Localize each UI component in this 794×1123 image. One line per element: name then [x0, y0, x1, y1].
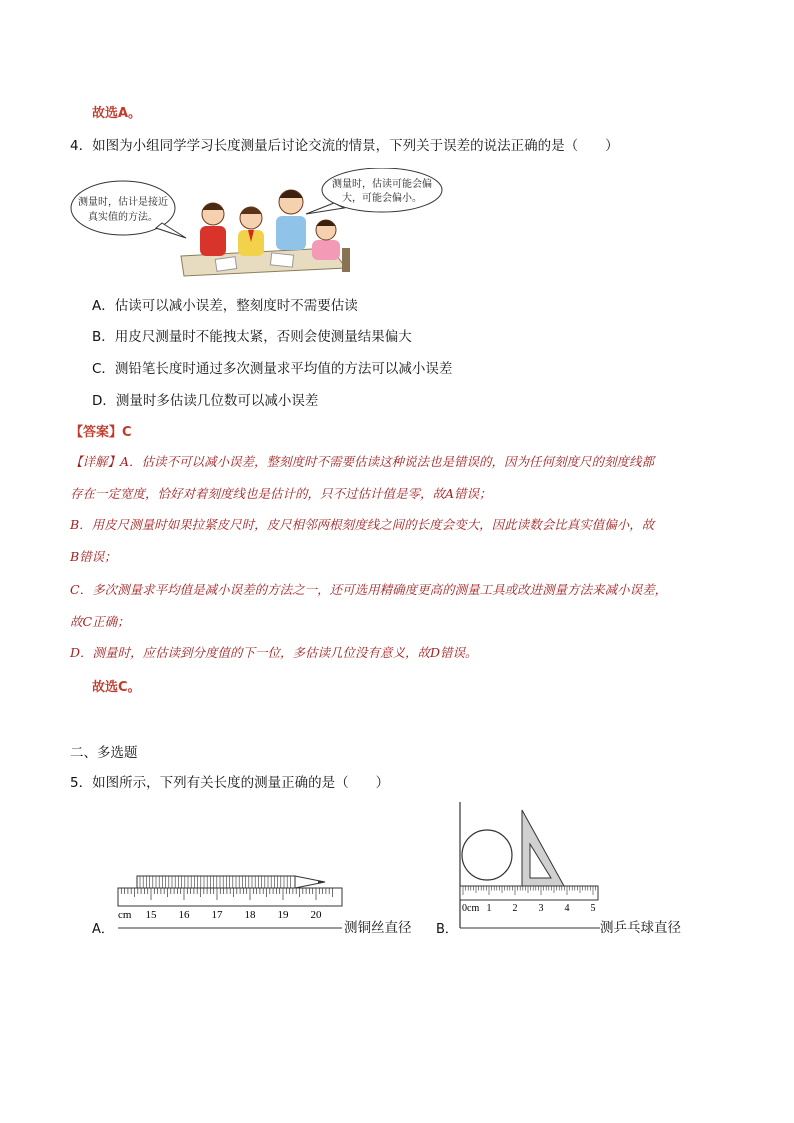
q4-illustration	[66, 168, 450, 280]
set-square	[522, 810, 564, 886]
q4-option-a: A．估读可以减小误差，整刻度时不需要估读	[92, 298, 358, 314]
ruler-b-label-2: 2	[512, 903, 518, 914]
q4-explain-line-4: B错误；	[70, 549, 117, 564]
child-2	[238, 207, 264, 256]
ruler-a-label-18: 18	[244, 909, 256, 921]
bubble-right-line-1: 测量时，估读可能会偏	[332, 179, 432, 190]
q5-option-b-caption: 测乒乓球直径	[600, 920, 681, 936]
q5-option-b-letter: B．	[436, 922, 458, 937]
q4-option-c: C．测铅笔长度时通过多次测量求平均值的方法可以减小误差	[92, 361, 453, 377]
ruler-b-label-0: 0cm	[462, 903, 480, 914]
top-conclusion: 故选A。	[92, 106, 142, 121]
ruler-a-unit: cm	[118, 909, 132, 921]
q4-stem: 4．如图为小组同学学习长度测量后讨论交流的情景，下列关于误差的说法正确的是（ ）	[70, 138, 619, 154]
q5-option-a-letter: A．	[92, 922, 114, 937]
child-1	[200, 203, 226, 256]
q4-explain-line-2: 存在一定宽度，恰好对着刻度线也是估计的，只不过估计值是零，故A错误；	[70, 486, 492, 501]
bubble-right-line-2: 大，可能会偏小。	[342, 193, 422, 204]
ruler-b-label-5: 5	[590, 903, 596, 914]
ruler-b-label-1: 1	[486, 903, 492, 914]
q4-option-b: B．用皮尺测量时不能拽太紧，否则会使测量结果偏大	[92, 329, 412, 345]
q4-explain-line-7: D．测量时，应估读到分度值的下一位，多估读几位没有意义，故D错误。	[70, 645, 478, 660]
ping-pong-ball	[462, 830, 512, 880]
section-title-multi-choice: 二、多选题	[70, 745, 138, 761]
pencil	[137, 876, 325, 888]
q5-option-a-caption: 测铜丝直径	[344, 920, 412, 936]
bubble-left-line-2: 真实值的方法。	[88, 212, 158, 223]
ruler-a-label-16: 16	[178, 909, 190, 921]
q5-option-a-figure	[112, 868, 348, 934]
bubble-left-line-1: 测量时，估计是接近	[78, 197, 168, 208]
q4-explain-line-5: C．多次测量求平均值是减小误差的方法之一，还可选用精确度更高的测量工具或改进测量方法来减小误差，	[70, 582, 668, 597]
ruler-a-label-15: 15	[145, 909, 157, 921]
q4-explain-line-6: 故C正确；	[70, 614, 130, 629]
q4-conclusion: 故选C。	[92, 680, 141, 695]
q5-option-b-figure	[452, 800, 602, 934]
q4-explain-line-3: B．用皮尺测量时如果拉紧皮尺时，皮尺相邻两根刻度线之间的长度会变大，因此读数会比真实值偏小，故	[70, 517, 655, 532]
speech-bubble-right	[306, 168, 442, 214]
ruler-b-label-3: 3	[538, 903, 544, 914]
ruler-a-label-20: 20	[310, 909, 322, 921]
speech-bubble-left	[71, 181, 186, 238]
q4-explain-line-1: 【详解】A．估读不可以减小误差，整刻度时不需要估读这种说法也是错误的，因为任何刻度尺的刻度线都	[70, 454, 655, 469]
ruler-b-label-4: 4	[564, 903, 570, 914]
child-3	[276, 190, 306, 250]
q4-answer: 【答案】C	[70, 425, 132, 440]
ruler-a-label-19: 19	[277, 909, 289, 921]
q5-stem: 5．如图所示，下列有关长度的测量正确的是（ ）	[70, 775, 390, 791]
q4-option-d: D．测量时多估读几位数可以减小误差	[92, 393, 319, 409]
ruler-a-label-17: 17	[211, 909, 223, 921]
